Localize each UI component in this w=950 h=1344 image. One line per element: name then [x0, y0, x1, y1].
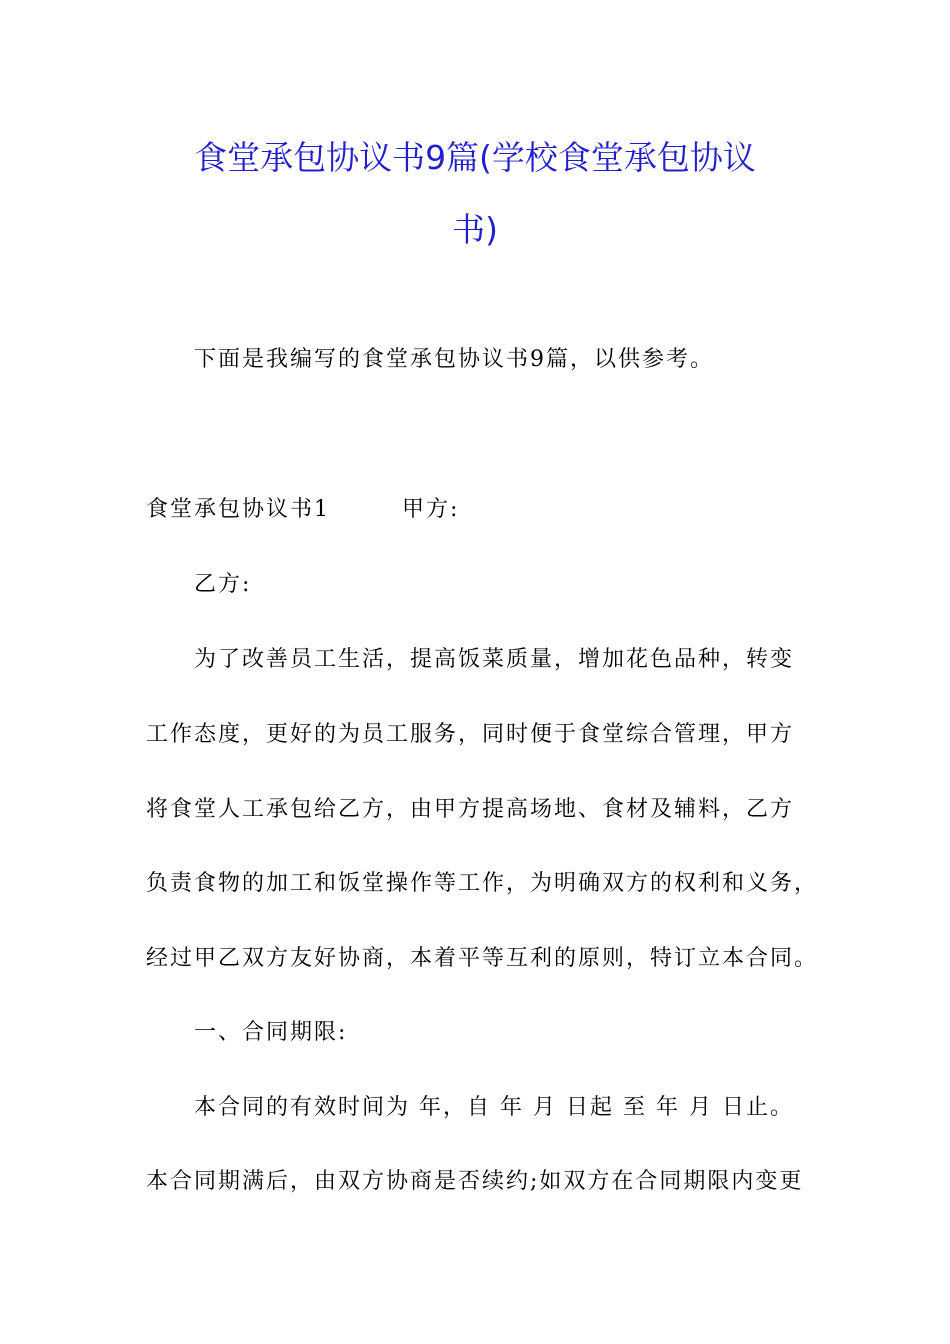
paragraph-line: 经过甲乙双方友好协商，本着平等互利的原则，特订立本合同。	[146, 946, 819, 971]
paragraph-line: 将食堂人工承包给乙方，由甲方提高场地、食材及辅料，乙方	[146, 797, 795, 822]
paragraph-line: 工作态度，更好的为员工服务，同时便于食堂综合管理，甲方	[146, 722, 795, 747]
intro-paragraph: 下面是我编写的食堂承包协议书9篇，以供参考。	[194, 347, 714, 372]
paragraph-line: 本合同期满后，由双方协商是否续约;如双方在合同期限内变更	[146, 1169, 804, 1194]
paragraph-line: 为了改善员工生活，提高饭菜质量，增加花色品种，转变	[194, 647, 795, 672]
document-title-line-2: 书)	[452, 210, 498, 249]
section-heading: 食堂承包协议书1 甲方:	[146, 497, 460, 522]
party-b-label: 乙方:	[194, 572, 252, 597]
document-title-line-1: 食堂承包协议书9篇(学校食堂承包协议	[194, 138, 756, 177]
paragraph-line: 负责食物的加工和饭堂操作等工作，为明确双方的权利和义务，	[146, 871, 819, 896]
clause-heading: 一、合同期限:	[194, 1020, 348, 1045]
paragraph-line: 本合同的有效时间为 年，自 年 月 日起 至 年 月 日止。	[194, 1095, 794, 1120]
